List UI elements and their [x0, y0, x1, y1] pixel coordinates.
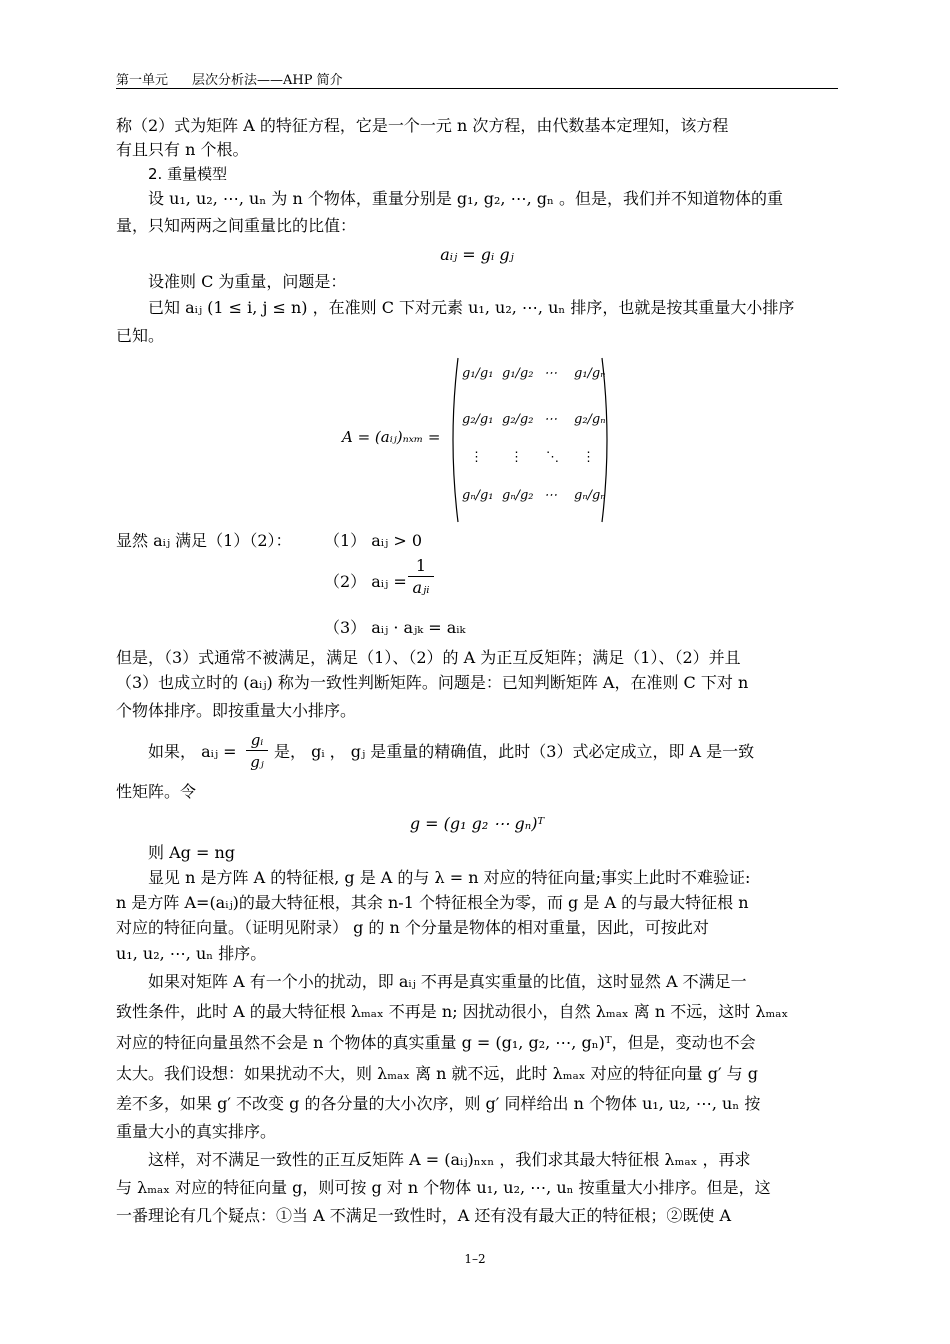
- para-line: u₁, u₂, ⋯, uₙ 排序。: [116, 944, 267, 963]
- para-line: 性矩阵。令: [116, 782, 197, 801]
- para-line: 有且只有 n 个根。: [116, 140, 249, 159]
- para-line: 但是，（3）式通常不被满足，满足（1）、（2）的 A 为正互反矩阵；满足（1）、（2）并且: [116, 648, 741, 667]
- matrix-cell: ⋱: [546, 450, 559, 465]
- header-title: 层次分析法——AHP 简介: [192, 73, 343, 88]
- matrix-cell: ⋮: [510, 450, 523, 465]
- matrix-cell: ⋮: [582, 450, 595, 465]
- matrix-cell: ⋮: [470, 450, 483, 465]
- para-line: 设准则 C 为重量，问题是：: [148, 272, 347, 291]
- matrix-cell: g₁/g₁: [462, 366, 494, 381]
- matrix-cell: g₂/g₂: [502, 412, 534, 427]
- para-line: 一番理论有几个疑点：①当 A 不满足一致性时，A 还有没有最大正的特征根；②既使 A: [116, 1206, 732, 1225]
- matrix-cell: gₙ/gₙ: [574, 488, 606, 503]
- fraction-denominator: aⱼᵢ: [412, 578, 430, 597]
- fraction-numerator: 1: [408, 556, 434, 577]
- matrix-cell: gₙ/g₂: [502, 488, 534, 503]
- para-line: 量，只知两两之间重量比的比值：: [116, 216, 357, 235]
- para-line: 显见 n 是方阵 A 的特征根, g 是 A 的与 λ = n 对应的特征向量;事实上此时不难验证:: [148, 868, 751, 887]
- para-line: 显然 aᵢⱼ 满足（1）（2）：: [116, 531, 292, 550]
- fraction-denominator: gⱼ: [250, 753, 264, 771]
- matrix-cell: g₁/gₙ: [574, 366, 606, 381]
- para-line: 差不多，如果 g′ 不改变 g 的各分量的大小次序，则 g′ 同样给出 n 个物体 u₁, u₂, ⋯, uₙ 按: [116, 1094, 761, 1113]
- para-line: 称（2）式为矩阵 A 的特征方程，它是一个一元 n 次方程，由代数基本定理知，该方程: [116, 116, 729, 135]
- condition-2-fraction: [408, 556, 434, 599]
- condition-1: （1） aᵢⱼ > 0: [324, 531, 423, 550]
- para-line: 则 Ag = ng: [148, 843, 236, 862]
- para-line: 对应的特征向量。（证明见附录） g 的 n 个分量是物体的相对重量，因此，可按此对: [116, 918, 709, 937]
- judgment-matrix: [340, 352, 620, 528]
- para-line: 太大。我们设想：如果扰动不大，则 λₘₐₓ 离 n 就不远，此时 λₘₐₓ 对应的特征向量 g′ 与 g: [116, 1064, 759, 1083]
- para-line: 重量大小的真实排序。: [116, 1122, 277, 1141]
- para-line: 设 u₁, u₂, ⋯, uₙ 为 n 个物体，重量分别是 g₁, g₂, ⋯, gₙ 。但是，我们并不知道物体的重: [148, 189, 783, 208]
- para-line: 这样，对不满足一致性的正互反矩阵 A = (aᵢⱼ)ₙₓₙ ，我们求其最大特征根 λₘₐₓ ，再求: [148, 1150, 751, 1169]
- para-line: 如果对矩阵 A 有一个小的扰动，即 aᵢⱼ 不再是真实重量的比值，这时显然 A 不满足一: [148, 972, 747, 991]
- para-line: 已知 aᵢⱼ (1 ≤ i, j ≤ n) ，在准则 C 下对元素 u₁, u₂, ⋯, uₙ 排序，也就是按其重量大小排序: [148, 298, 795, 317]
- para-line: 致性条件，此时 A 的最大特征根 λₘₐₓ 不再是 n; 因扰动很小，自然 λₘₐₓ 离 n 不远，这时 λₘₐₓ: [116, 1002, 789, 1021]
- matrix-cell: gₙ/g₁: [462, 488, 494, 503]
- para-line: 如果， aᵢⱼ =: [148, 742, 237, 761]
- matrix-cell: ⋯: [544, 412, 557, 427]
- ratio-fraction: [246, 730, 268, 773]
- section-heading: 2. 重量模型: [148, 165, 228, 183]
- matrix-lhs: A = (aᵢⱼ)ₙₓₘ =: [342, 428, 441, 446]
- fraction-numerator: gᵢ: [246, 730, 268, 751]
- para-line: 与 λₘₐₓ 对应的特征向量 g，则可按 g 对 n 个物体 u₁, u₂, ⋯, uₙ 按重量大小排序。但是，这: [116, 1178, 771, 1197]
- equation-weight-ratio: aᵢⱼ = gᵢ gⱼ: [440, 245, 514, 264]
- matrix-row: [462, 450, 602, 470]
- para-line: n 是方阵 A=(aᵢⱼ)的最大特征根，其余 n-1 个特征根全为零，而 g 是 A 的与最大特征根 n: [116, 893, 749, 912]
- page-header: [116, 66, 838, 89]
- matrix-cell: g₁/g₂: [502, 366, 534, 381]
- matrix-cell: g₂/g₁: [462, 412, 494, 427]
- condition-3: （3） aᵢⱼ · aⱼₖ = aᵢₖ: [324, 618, 466, 637]
- para-line: 已知。: [116, 326, 165, 345]
- para-line: 个物体排序。即按重量大小排序。: [116, 701, 357, 720]
- matrix-row: [462, 488, 606, 508]
- matrix-cell: g₂/gₙ: [574, 412, 606, 427]
- header-chapter: 第一单元: [116, 73, 169, 88]
- matrix-cell: ⋯: [544, 488, 557, 503]
- page-number: 1–2: [464, 1252, 486, 1266]
- para-line: 是， gᵢ ， gⱼ 是重量的精确值，此时（3）式必定成立，即 A 是一致: [274, 742, 755, 761]
- matrix-cell: ⋯: [544, 366, 557, 381]
- condition-2: （2） aᵢⱼ =: [324, 572, 407, 591]
- matrix-row: [462, 366, 606, 386]
- para-line: 对应的特征向量虽然不会是 n 个物体的真实重量 g = (g₁, g₂, ⋯, gₙ)ᵀ，但是，变动也不会: [116, 1033, 756, 1052]
- matrix-row: [462, 412, 606, 432]
- equation-weight-vector: g = (g₁ g₂ ⋯ gₙ)ᵀ: [409, 814, 545, 833]
- para-line: （3）也成立时的 (aᵢⱼ) 称为一致性判断矩阵。问题是：已知判断矩阵 A，在准则 C 下对 n: [116, 673, 749, 692]
